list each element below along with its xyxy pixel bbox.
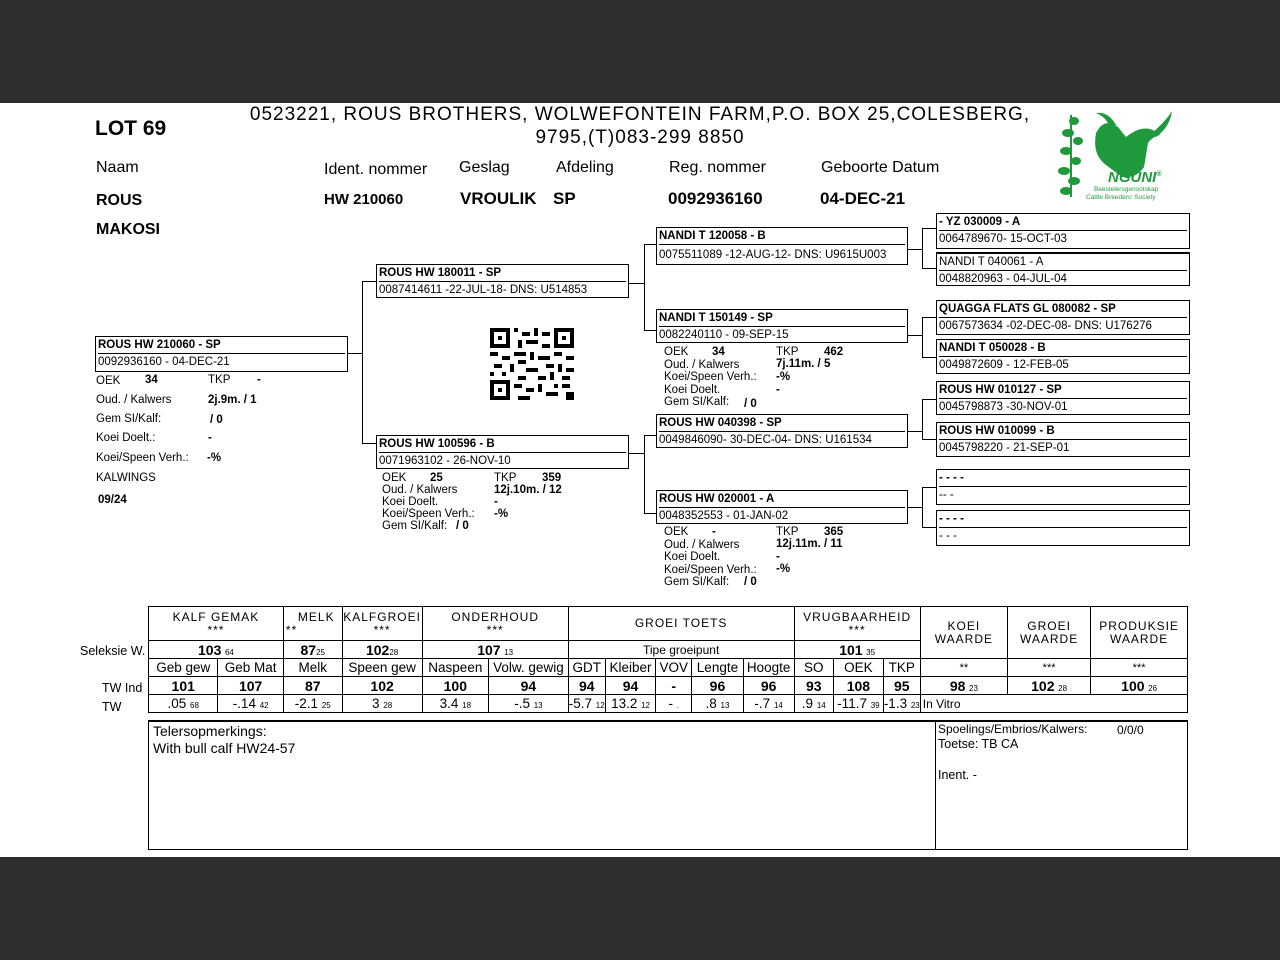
sd-speen: -%	[776, 371, 791, 383]
connector-ggp5	[922, 399, 936, 400]
animal-oek: 34	[145, 374, 158, 386]
animal-tkp: -	[257, 374, 261, 386]
tw-ind-cell-1: 107	[218, 677, 283, 695]
ds-name: ROUS HW 040398 - SP	[659, 415, 905, 432]
remarks-panel	[148, 720, 1188, 850]
ggp-box-8	[936, 510, 1190, 546]
spoelings-label: Spoelings/Embrios/Kalwers:	[938, 722, 1088, 736]
dam-tkp-label: TKP	[494, 472, 517, 484]
toetse: Toetse: TB CA	[938, 737, 1019, 751]
animal-oud-label: Oud. / Kalwers	[96, 394, 172, 406]
sd-oud: 7j.11m. / 5	[776, 358, 831, 370]
sd-stats	[664, 346, 757, 409]
tw-ind-cell-12: 108	[834, 677, 884, 695]
column-header-7: Kleiber	[605, 659, 656, 677]
ggp-2-info: 0048820963 - 04-JUL-04	[939, 273, 1067, 285]
label-geslag: Geslag	[459, 159, 510, 176]
kalfgroei-stars: ***	[373, 622, 391, 637]
sd-oud-label: Oud. / Kalwers	[664, 358, 740, 371]
value-geslag: VROULIK	[460, 189, 537, 208]
connector-ds-out	[908, 431, 922, 432]
tw-ind-cell-7: 94	[605, 677, 656, 695]
onderhoud-stars: ***	[486, 622, 504, 637]
dd-tkp-label: TKP	[776, 526, 799, 538]
ggp-4-name: NANDI T 050028 - B	[939, 340, 1187, 357]
connector-ggp2	[922, 268, 936, 269]
animal-speen-label: Koei/Speen Verh.:	[96, 452, 189, 464]
connector-ggp7	[922, 487, 936, 488]
label-tw-ind: TW Ind	[102, 681, 143, 695]
tw-ind-cell-10: 96	[743, 677, 794, 695]
sd-tkp: 462	[824, 346, 844, 358]
sd-oek: 34	[712, 346, 725, 358]
tw-ind-cell-9: 96	[692, 677, 744, 695]
spoelings-value: 0/0/0	[1117, 723, 1144, 737]
in-vitro: In Vitro	[920, 695, 1187, 713]
group-groeitoets: GROEI TOETS	[568, 607, 794, 641]
ss-box	[656, 227, 908, 265]
tipe-groeipunt: Tipe groeipunt	[568, 641, 794, 659]
dd-name: ROUS HW 020001 - A	[659, 491, 905, 508]
dd-info: 0048352553 - 01-JAN-02	[659, 510, 789, 522]
tw-row	[149, 695, 1188, 713]
tw-ind-cell-3: 102	[342, 677, 422, 695]
animal-oek-label: OEK	[96, 375, 121, 387]
dam-oud: 12j.10m. / 12	[494, 484, 562, 496]
ggp-1-info: 0064789670- 15-OCT-03	[939, 233, 1067, 245]
ggp-1-name: - YZ 030009 - A	[939, 214, 1187, 231]
dam-info: 0071963102 - 26-NOV-10	[379, 455, 511, 467]
value-reg: 0092936160	[668, 189, 763, 208]
ggp-5-info: 0045798873 -30-NOV-01	[939, 401, 1068, 413]
tw-ind-cell-8: -	[656, 677, 692, 695]
connector-sire-h	[362, 281, 376, 282]
dd-gemsi: / 0	[744, 576, 757, 588]
connector-sire	[644, 244, 645, 330]
ggp-2-name: NANDI T 040061 - A	[939, 254, 1187, 271]
connector-ggp6	[922, 439, 936, 440]
tw-cell-9: .8 13	[692, 695, 744, 713]
column-header-1: Geb Mat	[218, 659, 283, 677]
dam-oek: 25	[430, 472, 443, 484]
connector-animal-h	[348, 353, 362, 354]
dam-oek-label: OEK	[382, 472, 407, 484]
dam-gemsi: / 0	[456, 520, 469, 532]
animal-box	[95, 336, 348, 372]
value-stars-0: **	[920, 659, 1007, 677]
ggp-5-name: ROUS HW 010127 - SP	[939, 382, 1187, 399]
ggp-box-6	[936, 422, 1190, 457]
label-tw: TW	[102, 700, 122, 714]
group-groeiwaarde: GROEI WAARDE	[1007, 607, 1090, 659]
tw-ind-cell-6: 94	[568, 677, 605, 695]
remarks-text: With bull calf HW24-57	[153, 740, 296, 756]
sd-info: 0082240110 - 09-SEP-15	[659, 329, 789, 341]
animal-kalwings-label: KALWINGS	[96, 472, 156, 484]
column-header-row	[149, 659, 1188, 677]
connector-dam-out	[629, 453, 644, 454]
tw-cell-0: .05 68	[149, 695, 218, 713]
tw-cell-11: .9 14	[794, 695, 834, 713]
group-melk: MELK **	[283, 607, 342, 641]
group-vrugbaarheid: VRUGBAARHEID ***	[794, 607, 920, 641]
column-header-10: Hoogte	[743, 659, 794, 677]
dam-name: ROUS HW 100596 - B	[379, 436, 626, 453]
dd-stats	[664, 526, 757, 589]
tw-cell-2: -2.1 25	[283, 695, 342, 713]
qr-code-icon	[490, 328, 574, 400]
ds-info: 0049846090- 30-DEC-04- DNS: U161534	[659, 434, 872, 446]
column-header-9: Lengte	[692, 659, 744, 677]
connector-ss	[922, 228, 923, 268]
tw-ind-cell-0: 101	[149, 677, 218, 695]
sd-box	[656, 309, 908, 343]
ggp-3-info: 0067573634 -02-DEC-08- DNS: U176276	[939, 320, 1152, 332]
tw-cell-10: -.7 14	[743, 695, 794, 713]
vrugbaarheid-stars: ***	[848, 622, 866, 637]
ggp-3-name: QUAGGA FLATS GL 080082 - SP	[939, 301, 1187, 318]
dd-koeidoelt-label: Koei Doelt.	[664, 551, 721, 563]
connector-ss-h	[644, 244, 656, 245]
kalfgemak-stars: ***	[207, 622, 225, 637]
tw-cell-8: - .	[656, 695, 692, 713]
animal-gemsi-label: Gem SI/Kalf:	[96, 413, 162, 425]
logo-line-1: Beestelersgenootskap	[1094, 186, 1159, 193]
logo-brand: NGUNI®	[1108, 169, 1162, 186]
lot-number: LOT 69	[95, 117, 167, 140]
animal-tkp-label: TKP	[208, 374, 231, 386]
dam-speen: -%	[494, 508, 509, 520]
value-naam-1: ROUS	[96, 192, 143, 209]
value-ident: HW 210060	[324, 191, 404, 208]
ggp-8-info: - - -	[939, 530, 957, 542]
connector-dd-h	[644, 513, 656, 514]
connector-ggp1	[922, 228, 936, 229]
animal-koeidoelt-label: Koei Doelt.:	[96, 432, 156, 444]
column-header-11: SO	[794, 659, 834, 677]
connector-ds-h	[644, 435, 656, 436]
dd-oud: 12j.11m. / 11	[776, 538, 843, 550]
seleksie-vrugbaarheid: 101 35	[794, 641, 920, 659]
sire-box	[376, 264, 629, 298]
nguni-logo	[1056, 107, 1176, 203]
animal-oud: 2j.9m. / 1	[208, 394, 257, 406]
seleksie-onderhoud: 107 13	[422, 641, 568, 659]
connector-sire-out	[629, 283, 644, 284]
sire-info: 0087414611 -22-JUL-18- DNS: U514853	[379, 284, 588, 296]
tw-ind-cell-5: 94	[489, 677, 569, 695]
ggp-6-info: 0045798220 - 21-SEP-01	[939, 442, 1070, 454]
sd-name: NANDI T 150149 - SP	[659, 310, 905, 327]
tw-ind-cell-2: 87	[283, 677, 342, 695]
label-afdeling: Afdeling	[556, 159, 614, 176]
dd-tkp: 365	[824, 526, 844, 538]
label-geboorte: Geboorte Datum	[821, 159, 940, 176]
sd-speen-label: Koei/Speen Verh.:	[664, 371, 757, 383]
label-seleksie: Seleksie W.	[80, 644, 146, 658]
owner-details	[230, 103, 1050, 149]
group-header-row	[149, 607, 1188, 641]
connector-dam	[644, 435, 645, 513]
dd-oud-label: Oud. / Kalwers	[664, 538, 740, 551]
value-stars-2: ***	[1091, 659, 1188, 677]
tw-ind-value-1: 102 28	[1007, 677, 1090, 695]
seleksie-kalfgemak: 103 64	[149, 641, 284, 659]
column-header-6: GDT	[568, 659, 605, 677]
connector-ggp4	[922, 357, 936, 358]
dd-gemsi-label: Gem SI/Kalf:	[664, 576, 730, 588]
dd-koeidoelt: -	[776, 551, 780, 563]
dam-koeidoelt: -	[494, 496, 498, 508]
ggp-8-name: - - - -	[939, 511, 1187, 528]
connector-dd-out	[908, 507, 922, 508]
dd-speen-label: Koei/Speen Verh.:	[664, 563, 757, 576]
ds-box	[656, 414, 908, 448]
ggp-4-info: 0049872609 - 12-FEB-05	[939, 359, 1069, 371]
ggp-box-1	[936, 213, 1190, 249]
tw-ind-cell-4: 100	[422, 677, 489, 695]
owner-line-1: 0523221, ROUS BROTHERS, WOLWEFONTEIN FARM,P.O. BOX 25,COLESBERG,	[249, 104, 1031, 125]
tw-ind-value-2: 100 26	[1091, 677, 1188, 695]
group-kalfgemak: KALF GEMAK ***	[149, 607, 284, 641]
sire-name: ROUS HW 180011 - SP	[379, 265, 626, 282]
label-ident: Ident. nommer	[324, 161, 428, 178]
tw-ind-row	[149, 677, 1188, 695]
column-header-4: Naspeen	[422, 659, 489, 677]
tw-cell-7: 13.2 12	[605, 695, 656, 713]
value-stars-1: ***	[1007, 659, 1090, 677]
sd-koeidoelt-label: Koei Doelt.	[664, 383, 721, 396]
animal-speen: -%	[207, 452, 222, 464]
group-onderhoud: ONDERHOUD ***	[422, 607, 568, 641]
dd-box	[656, 490, 908, 524]
sd-koeidoelt: -	[776, 384, 780, 396]
connector-sd-out	[908, 335, 922, 336]
dd-speen: -%	[776, 563, 791, 575]
animal-koeidoelt: -	[208, 432, 212, 444]
group-produksiewaarde: PRODUKSIE WAARDE	[1091, 607, 1188, 659]
seleksie-kalfgroei: 10228	[342, 641, 422, 659]
melk-stars: **	[285, 622, 298, 637]
column-header-2: Melk	[283, 659, 342, 677]
column-header-8: VOV	[656, 659, 692, 677]
ggp-7-name: - - - -	[939, 470, 1187, 487]
tw-cell-5: -.5 13	[489, 695, 569, 713]
connector-dam-h	[362, 443, 376, 444]
owner-line-2: 9795,(T)083-299 8850	[535, 127, 745, 148]
column-header-12: OEK	[834, 659, 884, 677]
connector-ggp8	[922, 527, 936, 528]
inent: Inent. -	[938, 768, 977, 782]
dd-oek-label: OEK	[664, 526, 689, 538]
animal-kalwings: 09/24	[98, 494, 127, 506]
value-afdeling: SP	[553, 189, 576, 208]
remarks-title: Telersopmerkings:	[153, 723, 267, 739]
sd-oek-label: OEK	[664, 346, 689, 358]
connector-ds	[922, 399, 923, 439]
seleksie-melk: 8725	[283, 641, 342, 659]
value-geboorte: 04-DEC-21	[820, 189, 906, 208]
connector-ggp3	[922, 317, 936, 318]
animal-info: 0092936160 - 04-DEC-21	[98, 356, 230, 368]
ss-info: 0075511089 -12-AUG-12- DNS: U9615U003	[659, 249, 887, 261]
ggp-6-name: ROUS HW 010099 - B	[939, 423, 1187, 440]
tw-cell-13: -1.3 23	[883, 696, 920, 711]
column-header-3: Speen gew	[342, 659, 422, 677]
dam-koeidoelt-label: Koei Doelt.	[382, 496, 439, 508]
connector-dd	[922, 487, 923, 527]
ggp-box-2	[936, 252, 1190, 286]
tw-ind-value-0: 98 23	[920, 677, 1007, 695]
connector-ss-out	[908, 249, 922, 250]
remarks-divider	[935, 722, 936, 850]
value-naam-2: MAKOSI	[96, 221, 160, 238]
dam-gemsi-label: Gem SI/Kalf:	[382, 520, 448, 532]
lot-page	[0, 103, 1280, 857]
dam-oud-label: Oud. / Kalwers	[382, 484, 458, 496]
tw-cell-12: -11.7 39	[834, 695, 884, 713]
ggp-box-4	[936, 339, 1190, 374]
ggp-box-3	[936, 300, 1190, 335]
animal-gemsi: / 0	[210, 414, 223, 426]
sd-gemsi: / 0	[744, 398, 757, 410]
sd-gemsi-label: Gem SI/Kalf:	[664, 396, 730, 408]
dam-tkp: 359	[542, 472, 562, 484]
tw-ind-cell-13: 95	[883, 677, 920, 695]
group-koeiwaarde: KOEI WAARDE	[920, 607, 1007, 659]
tw-cell-4: 3.4 18	[422, 695, 489, 713]
column-header-5: Volw. gewig	[489, 659, 569, 677]
ggp-box-5	[936, 381, 1190, 415]
ss-name: NANDI T 120058 - B	[659, 228, 905, 245]
logo-line-2: Cattle Breeders' Society	[1086, 194, 1156, 201]
sd-tkp-label: TKP	[776, 346, 799, 358]
ggp-7-info: -- -	[939, 489, 954, 501]
label-reg: Reg. nommer	[669, 159, 766, 176]
connector-sd	[922, 317, 923, 357]
column-header-0: Geb gew	[149, 659, 218, 677]
dam-box	[376, 435, 629, 469]
group-kalfgroei: KALFGROEI ***	[342, 607, 422, 641]
dam-speen-label: Koei/Speen Verh.:	[382, 508, 475, 520]
performance-table	[148, 606, 1188, 713]
dd-oek: -	[712, 526, 716, 538]
tw-ind-cell-11: 93	[794, 677, 834, 695]
animal-name: ROUS HW 210060 - SP	[98, 337, 345, 354]
tw-cell-3: 3 28	[342, 695, 422, 713]
tw-cell-1: -.14 42	[218, 695, 283, 713]
column-header-13: TKP	[883, 659, 920, 677]
connector-sd-h	[644, 330, 656, 331]
ggp-box-7	[936, 469, 1190, 505]
label-naam: Naam	[96, 159, 139, 176]
tw-cell-6: -5.7 12	[568, 696, 605, 711]
connector-animal	[362, 281, 363, 443]
